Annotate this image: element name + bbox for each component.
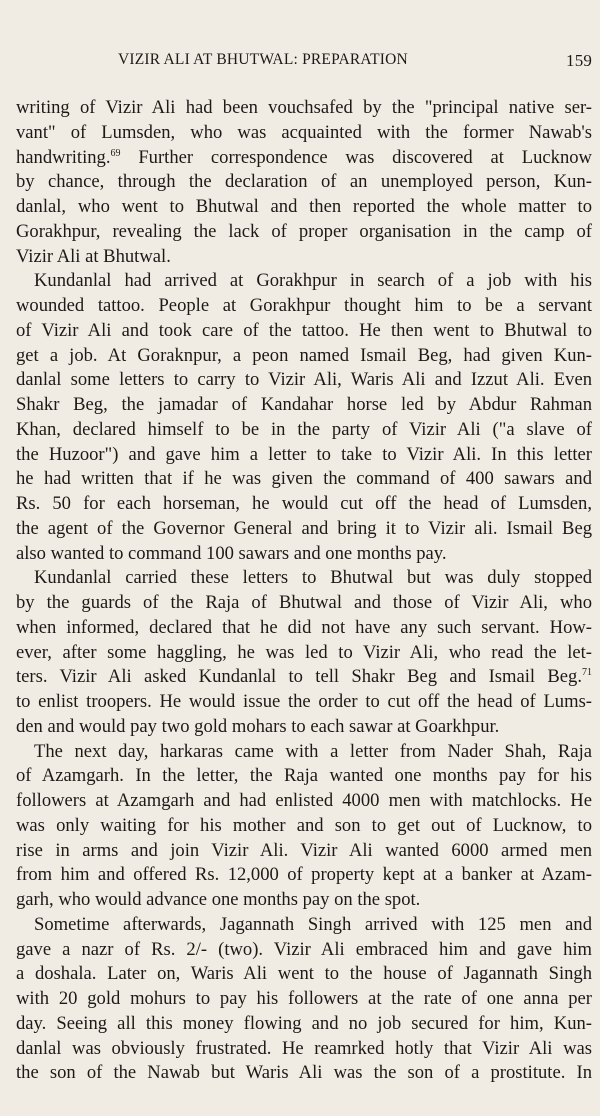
- text-line: also wanted to command 100 sawars and one months pay.: [16, 542, 447, 564]
- text-line: Gorakhpur, revealing the lack of proper organisation in the camp of: [16, 220, 592, 242]
- text-line: was only waiting for his mother and son to get out of Lucknow, to: [16, 814, 592, 836]
- text-line: to enlist troopers. He would issue the order to cut off the head of Lums-: [16, 691, 592, 712]
- text-line: danlal some letters to carry to Vizir Ali, Waris Ali and Izzut Ali. Even: [16, 369, 592, 391]
- text-line: the Huzoor") and gave him a letter to take to Vizir Ali. In this letter: [16, 443, 592, 465]
- body-text: [16, 96, 592, 1086]
- text-line: den and would pay two gold mohars to each sawar at Goarkhpur.: [16, 715, 500, 737]
- text-line: ever, after some haggling, he was led to Vizir Ali, who read the let-: [16, 641, 592, 663]
- text-line: ters. Vizir Ali asked Kundanlal to tell Shakr Beg and Ismail Beg.$^{71}$: [16, 666, 592, 688]
- text-line: rise in arms and join Vizir Ali. Vizir Ali wanted 6000 armed men: [16, 839, 592, 861]
- text-line: garh, who would advance one months pay on the spot.: [16, 889, 421, 910]
- text-line: from him and offered Rs. 12,000 of property kept at a banker at Azam-: [16, 864, 592, 886]
- text-line: the son of the Nawab but Waris Ali was the son of a prostitute. In: [16, 1062, 592, 1084]
- text-line: Rs. 50 for each horseman, he would cut off the head of Lumsden,: [16, 493, 592, 514]
- text-line: vant" of Lumsden, who was acquainted with the former Nawab's: [16, 121, 592, 143]
- text-line: gave a nazr of Rs. 2/- (two). Vizir Ali embraced him and gave him: [16, 938, 592, 960]
- text-line: he had written that if he was given the command of 400 sawars and: [16, 468, 592, 490]
- footnote-ref-69: 69: [110, 147, 121, 159]
- text-line: followers at Azamgarh and had enlisted 4000 men with matchlocks. He: [16, 790, 592, 811]
- text-line: Kundanlal had arrived at Gorakhpur in search of a job with his: [34, 270, 592, 292]
- footnote-ref-71: 71: [582, 667, 592, 679]
- text-line: when informed, declared that he did not have any such servant. How-: [16, 616, 592, 638]
- text-line: danlal was obviously frustrated. He reamrked hotly that Vizir Ali was: [16, 1037, 592, 1059]
- text-line: with 20 gold mohurs to pay his followers at the rate of one anna per: [16, 988, 592, 1009]
- text-line: Shakr Beg, the jamadar of Kandahar horse led by Abdur Rahman: [16, 394, 592, 415]
- text-line: Sometime afterwards, Jagannath Singh arrived with 125 men and: [34, 913, 592, 935]
- running-head: [0, 51, 600, 71]
- text-line: a doshala. Later on, Waris Ali went to the house of Jagannath Singh: [16, 963, 592, 985]
- text-line: danlal, who went to Bhutwal and then reported the whole matter to: [16, 196, 592, 217]
- text-line: wounded tattoo. People at Gorakhpur thought him to be a servant: [16, 295, 592, 316]
- text-line: writing of Vizir Ali had been vouchsafed by the "principal native ser-: [16, 97, 592, 118]
- text-line: the agent of the Governor General and bring it to Vizir ali. Ismail Beg: [16, 517, 592, 539]
- text-line: The next day, harkaras came with a letter from Nader Shah, Raja: [34, 740, 592, 762]
- text-line: handwriting.$^{69}$ Further correspondence was discovered at Lucknow: [16, 146, 592, 168]
- text-line: by the guards of the Raja of Bhutwal and those of Vizir Ali, who: [16, 592, 592, 613]
- text-line: of Azamgarh. In the letter, the Raja wanted one months pay for his: [16, 765, 592, 787]
- page-number: 159: [566, 51, 593, 70]
- text-line: Khan, declared himself to be in the party of Vizir Ali ("a slave of: [16, 418, 592, 440]
- text-line: Kundanlal carried these letters to Bhutwal but was duly stopped: [34, 567, 592, 589]
- text-line: Vizir Ali at Bhutwal.: [16, 245, 171, 267]
- text-line: by chance, through the declaration of an unemployed person, Kun-: [16, 171, 592, 193]
- text-line: day. Seeing all this money flowing and no job secured for him, Kun-: [16, 1012, 592, 1034]
- text-line: get a job. At Goraknpur, a peon named Ismail Beg, had given Kun-: [16, 344, 592, 366]
- running-title: VIZIR ALI AT BHUTWAL: PREPARATION: [118, 51, 408, 68]
- text-line: of Vizir Ali and took care of the tattoo. He then went to Bhutwal to: [16, 319, 592, 341]
